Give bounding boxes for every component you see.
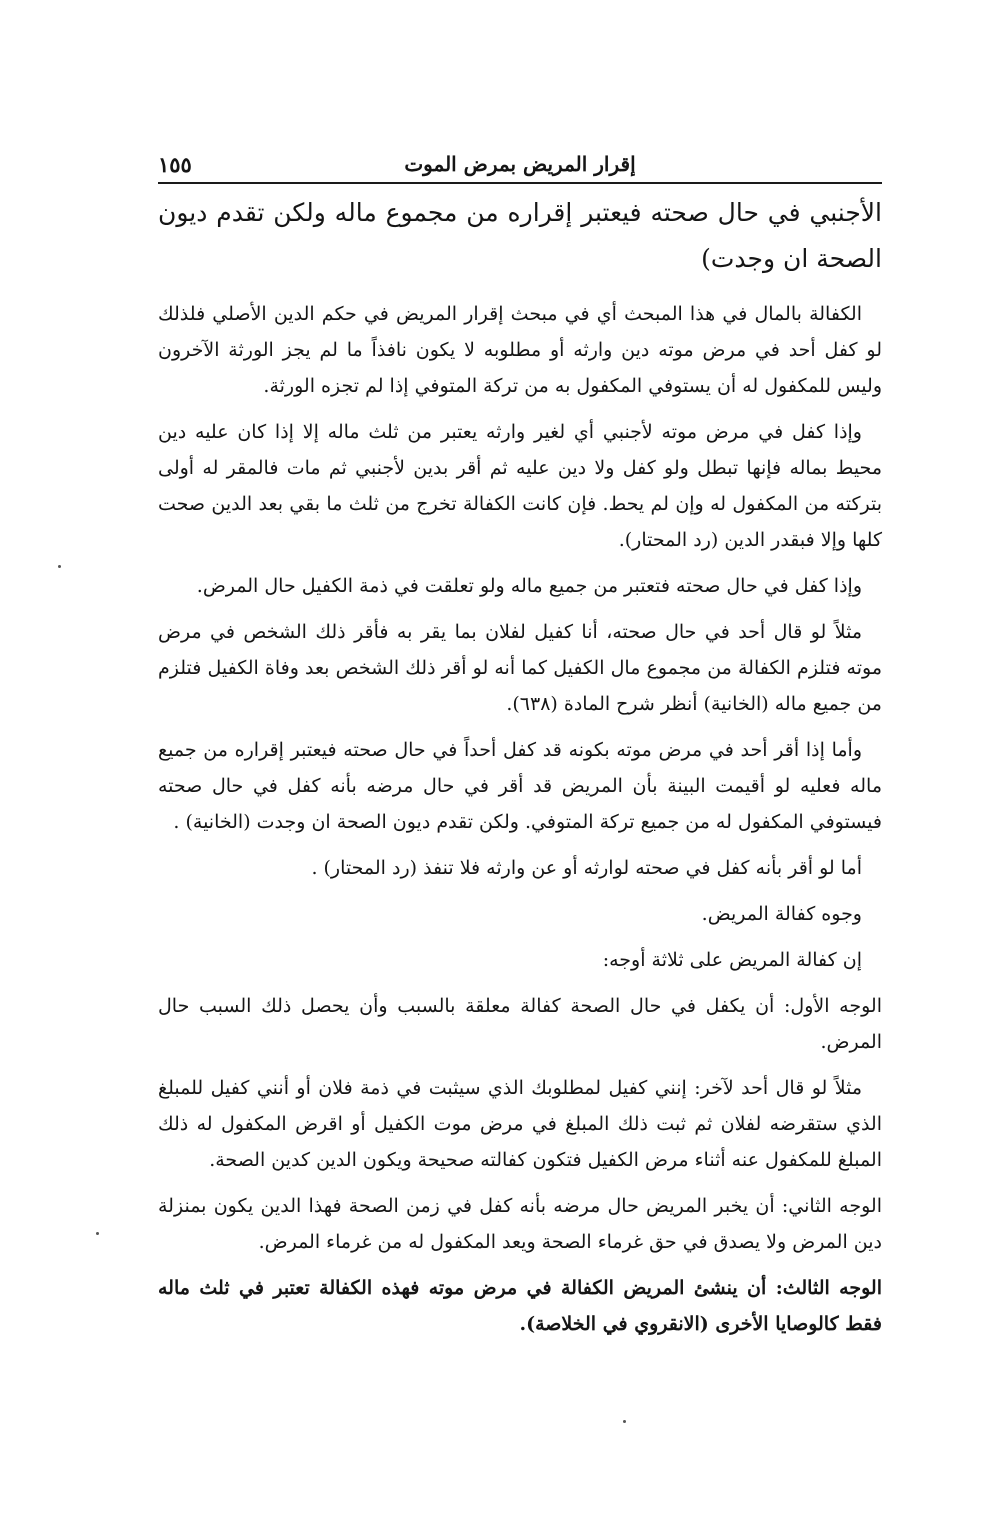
running-title: إقرار المريض بمرض الموت	[404, 152, 636, 176]
paragraph-second-aspect: الوجه الثاني: أن يخبر المريض حال مرضه بأنه كفل في زمن الصحة فهذا الدين يكون بمنزلة دين المرض ولا يصدق في حق غرماء الصحة ويعد المكفول له من غرماء المرض.	[158, 1195, 882, 1253]
scan-speck	[58, 565, 61, 568]
paragraph-example: مثلاً لو قال أحد لآخر: إنني كفيل لمطلوبك الذي سيثبت في ذمة فلان أو أنني كفيل للمبلغ الذي ستقرضه لفلان ثم ثبت ذلك المبلغ في مرض موت الكفيل أو اقرض المكفول له ذلك المبلغ للمكفول عنه أثناء مرض الكفيل فتكون كفالته صحيحة ويكون الدين كدين الصحة.	[158, 1077, 882, 1171]
paragraph-3: وإذا كفل في حال صحته فتعتبر من جميع ماله ولو تعلقت في ذمة الكفيل حال المرض.	[196, 575, 862, 597]
paragraph-third-aspect: الوجه الثالث: أن ينشئ المريض الكفالة في مرض موته فهذه الكفالة تعتبر في ثلث ماله فقط كالوصايا الأخرى (الانقروي في الخلاصة).	[158, 1277, 882, 1335]
section-heading-guarantee-aspects: وجوه كفالة المريض.	[701, 903, 862, 925]
paragraph-1: الكفالة بالمال في هذا المبحث أي في مبحث إقرار المريض في حكم الدين الأصلي فلذلك لو كفل أحد في مرض موته دين وارثه أو مطلوبه لا يكون نافذاً ما لم يجز الورثة الآخرون وليس للمكفول له أن يستوفي المكفول به من تركة المتوفي إذا لم تجزه الورثة.	[158, 303, 882, 397]
scan-speck	[623, 1420, 626, 1423]
paragraph-6: أما لو أقر بأنه كفل في صحته لوارثه أو عن وارثه فلا تنفذ (رد المحتار) .	[311, 857, 862, 879]
body-text	[158, 190, 882, 1352]
page-number: ١٥٥	[158, 152, 192, 177]
scan-speck	[96, 1232, 99, 1235]
lead-paragraph: الأجنبي في حال صحته فيعتبر إقراره من مجموع ماله ولكن تقدم ديون الصحة ان وجدت)	[158, 198, 882, 273]
paragraph-first-aspect: الوجه الأول: أن يكفل في حال الصحة كفالة معلقة بالسبب وأن يحصل ذلك السبب حال المرض.	[158, 995, 882, 1053]
paragraph-2: وإذا كفل في مرض موته لأجنبي أي لغير وارثه يعتبر من ثلث ماله إلا إذا كان عليه دين محيط بماله فإنها تبطل ولو كفل ولا دين عليه ثم أقر بدين لأجنبي ثم مات فالمقر له أولى بتركته من المكفول له وإن لم يحط. فإن كانت الكفالة تخرج من ثلث ما بقي بعد الدين صحت كلها وإلا فبقدر الدين (رد المحتار).	[158, 421, 882, 551]
paragraph-4: مثلاً لو قال أحد في حال صحته، أنا كفيل لفلان بما يقر به فأقر ذلك الشخص في مرض موته فتلزم الكفالة من مجموع مال الكفيل كما أنه لو أقر ذلك الشخص بعد وفاة الكفيل فتلزم من جميع ماله (الخانية) أنظر شرح المادة (٦٣٨).	[158, 621, 882, 715]
paragraph-5: وأما إذا أقر أحد في مرض موته بكونه قد كفل أحداً في حال صحته فيعتبر إقراره من جميع ماله فعليه لو أقيمت البينة بأن المريض قد أقر في حال مرضه بأنه كفل في حال صحته فيستوفي المكفول له من جميع تركة المتوفي. ولكن تقدم ديون الصحة ان وجدت (الخانية) .	[158, 739, 882, 833]
paragraph-8: إن كفالة المريض على ثلاثة أوجه:	[602, 949, 862, 971]
page-header	[158, 148, 882, 184]
